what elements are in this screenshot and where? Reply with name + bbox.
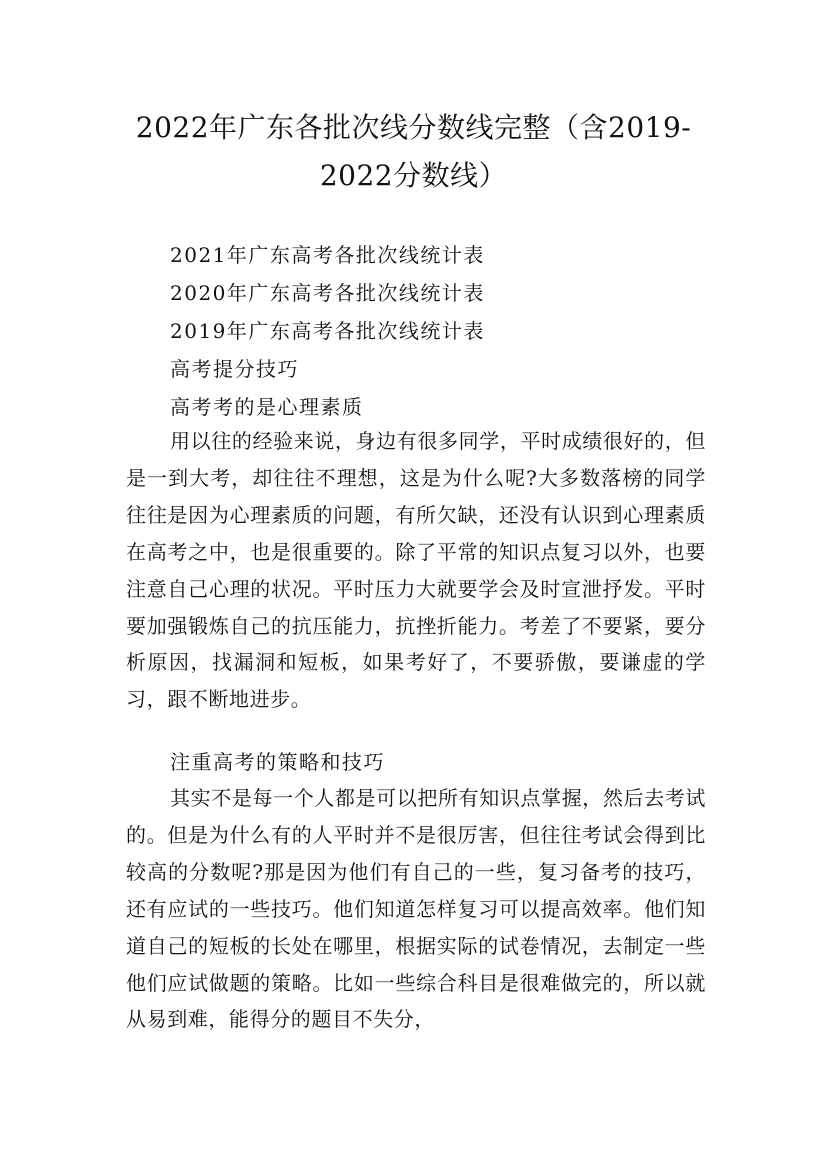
- toc-item-2021: 2021年广东高考各批次线统计表: [170, 243, 485, 267]
- section-heading-strategy: 注重高考的策略和技巧: [170, 750, 385, 774]
- toc-item-2019: 2019年广东高考各批次线统计表: [170, 319, 485, 343]
- table-of-contents: [170, 236, 485, 426]
- document-title: 2022年广东各批次线分数线完整（含2019-2022分数线）: [135, 111, 692, 192]
- section-heading-psychology: 高考考的是心理素质: [170, 395, 364, 419]
- paragraph-strategy: 其实不是每一个人都是可以把所有知识点掌握，然后去考试的。但是为什么有的人平时并不是很厉害，但往往考试会得到比较高的分数呢?那是因为他们有自己的一些，复习备考的技巧，还有应试的一些技巧。他们知道怎样复习可以提高效率。他们知道自己的短板的长处在哪里，根据实际的试卷情况，去制定一些他们应试做题的策略。比如一些综合科目是很难做完的，所以就从易到难，能得分的题目不失分，: [126, 786, 706, 1032]
- toc-item-tips: 高考提分技巧: [170, 357, 299, 381]
- toc-item-2020: 2020年广东高考各批次线统计表: [170, 281, 485, 305]
- paragraph-psychology: 用以往的经验来说，身边有很多同学，平时成绩很好的，但是一到大考，却往往不理想，这是为什么呢?大多数落榜的同学往往是因为心理素质的问题，有所欠缺，还没有认识到心理素质在高考之中，也是很重要的。除了平常的知识点复习以外，也要注意自己心理的状况。平时压力大就要学会及时宣泄抒发。平时要加强锻炼自己的抗压能力，抗挫折能力。考差了不要紧，要分析原因，找漏洞和短板，如果考好了，不要骄傲，要谦虚的学习，跟不断地进步。: [126, 429, 706, 712]
